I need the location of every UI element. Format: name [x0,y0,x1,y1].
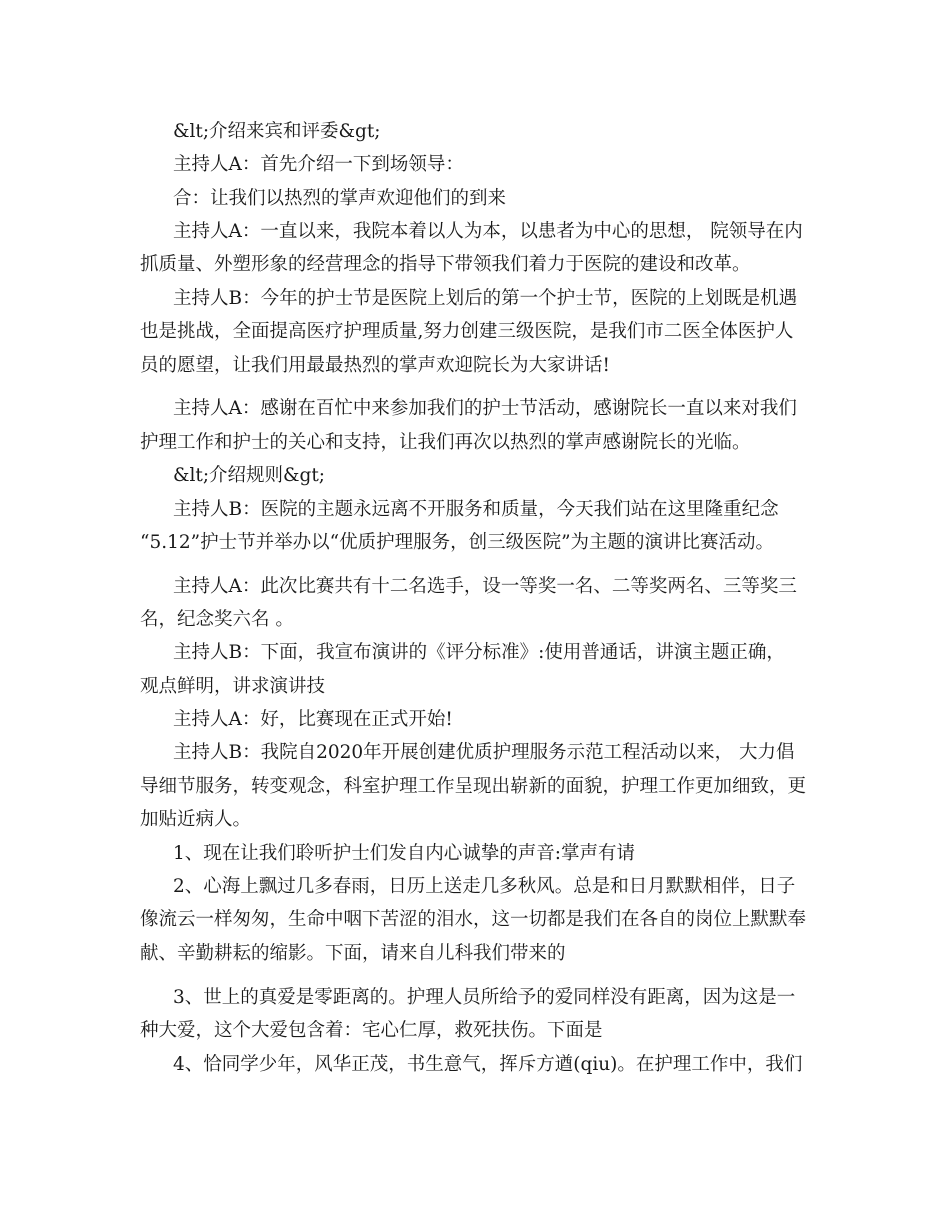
text-line: 种大爱，这个大爱包含着：宅心仁厚，救死扶伤。下面是 [140,1020,603,1041]
text-line: 也是挑战，全面提高医疗护理质量,努力创建三级医院，是我们市二医全体医护人 [140,321,794,342]
text-line: 主持人A：一直以来，我院本着以人为本，以患者为中心的思想， 院领导在内 [173,221,803,242]
text-line: 观点鲜明，讲求演讲技 [140,676,326,697]
text-line: 抓质量、外塑形象的经营理念的指导下带领我们着力于医院的建设和改革。 [140,254,751,275]
text-line: 合：让我们以热烈的掌声欢迎他们的到来 [173,188,507,209]
text-line: &lt;介绍规则&gt; [173,465,326,486]
text-line: &lt;介绍来宾和评委&gt; [173,121,381,142]
text-line: 主持人A：此次比赛共有十二名选手，设一等奖一名、二等奖两名、三等奖三 [173,576,797,597]
text-line: 3、世上的真爱是零距离的。护理人员所给予的爱同样没有距离，因为这是一 [173,987,796,1008]
text-line: 导细节服务，转变观念，科室护理工作呈现出崭新的面貌，护理工作更加细致，更 [140,776,807,797]
text-line: 加贴近病人。 [140,809,252,830]
text-line: 像流云一样匆匆，生命中咽下苦涩的泪水，这一切都是我们在各自的岗位上默默奉 [140,909,807,930]
text-line: 献、辛勤耕耘的缩影。下面，请来自儿科我们带来的 [140,943,566,964]
text-line: 2、心海上飘过几多春雨，日历上送走几多秋风。总是和日月默默相伴，日子 [173,876,796,897]
text-line: 主持人A：好，比赛现在正式开始! [173,709,453,730]
text-line: 4、恰同学少年，风华正茂，书生意气，挥斥方遒(qiu)。在护理工作中，我们 [173,1054,803,1075]
text-line: 主持人A：感谢在百忙中来参加我们的护士节活动，感谢院长一直以来对我们 [173,398,797,419]
text-line: 主持人B：我院自2020年开展创建优质护理服务示范工程活动以来， 大力倡 [173,742,795,763]
text-line: 主持人B：今年的护士节是医院上划后的第一个护士节，医院的上划既是机遇 [173,288,798,309]
text-line: 主持人B：医院的主题永远离不开服务和质量，今天我们站在这里隆重纪念 [173,499,779,520]
text-line: 员的愿望，让我们用最最热烈的掌声欢迎院长为大家讲话! [140,355,610,376]
text-line: 主持人A：首先介绍一下到场领导： [173,154,464,175]
text-line: 主持人B：下面，我宣布演讲的《评分标准》:使用普通话，讲演主题正确， [173,642,785,663]
text-line: “5.12”护士节并举办以“优质护理服务，创三级医院”为主题的演讲比赛活动。 [140,532,775,553]
text-line: 护理工作和护士的关心和支持，让我们再次以热烈的掌声感谢院长的光临。 [140,432,751,453]
text-line: 1、现在让我们聆听护士们发自内心诚挚的声音:掌声有请 [173,843,636,864]
text-line: 名，纪念奖六名 。 [140,609,294,630]
